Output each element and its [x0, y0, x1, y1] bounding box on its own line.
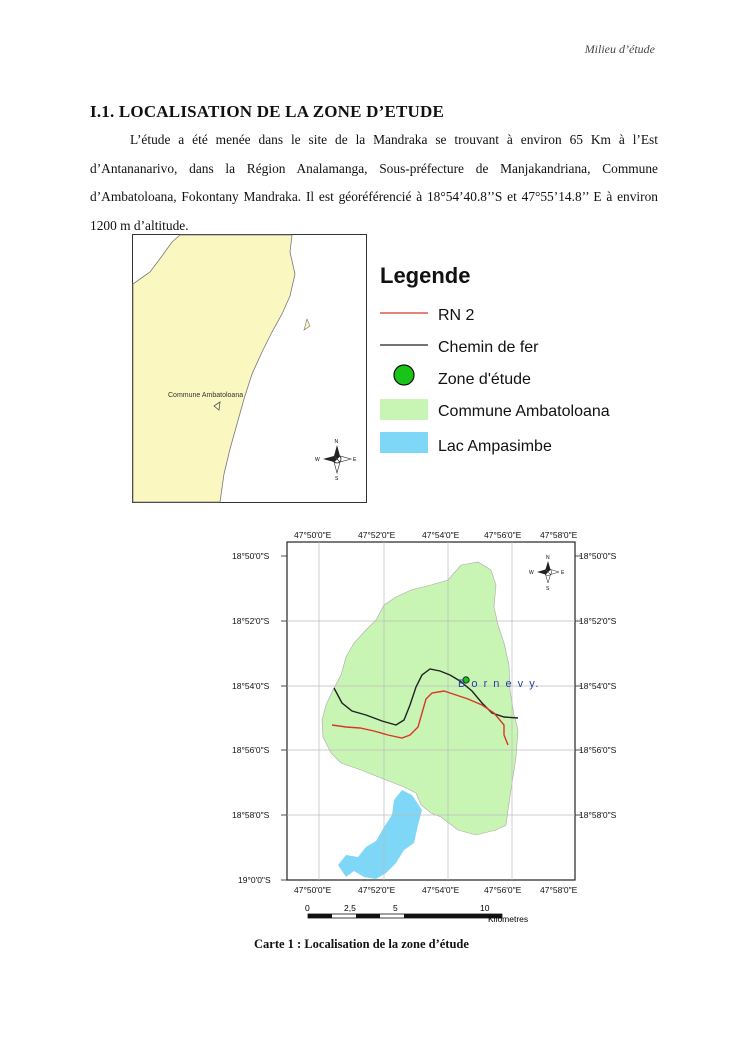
legend-item-study-zone — [394, 365, 531, 388]
inset-compass-n: N — [334, 439, 339, 445]
lat-label-right: 18°50'0"S — [579, 551, 617, 561]
legend-label-study-zone: Zone d'étude — [438, 371, 531, 388]
borne-vy-label: B o r n e v y. — [458, 678, 540, 690]
detail-compass-n: N — [546, 555, 550, 561]
legend-title: Legende — [380, 263, 471, 288]
scale-tick: 2,5 — [344, 903, 356, 913]
lat-label-left: 19°0'0"S — [238, 875, 271, 885]
lat-label-right: 18°52'0"S — [579, 616, 617, 626]
scale-tick: 0 — [305, 903, 310, 913]
lat-label-left: 18°50'0"S — [232, 551, 270, 561]
legend-label-railway: Chemin de fer — [438, 339, 539, 356]
running-header: Milieu d’étude — [584, 42, 655, 56]
lon-label-top: 47°50'0"E — [294, 530, 332, 540]
detail-compass-w: W — [529, 570, 534, 576]
lon-label-top: 47°54'0"E — [422, 530, 460, 540]
lake-symbol-icon — [380, 432, 428, 453]
detail-compass-e: E — [561, 570, 565, 576]
lat-label-left: 18°54'0"S — [232, 681, 270, 691]
inset-map-and-legend — [132, 234, 632, 504]
bottom-lon-labels — [294, 885, 578, 895]
left-lat-labels — [232, 551, 271, 885]
lat-label-right: 18°54'0"S — [579, 681, 617, 691]
inset-compass-s: S — [335, 476, 339, 482]
scale-bar — [305, 903, 528, 924]
lon-label-bottom: 47°58'0"E — [540, 885, 578, 895]
detail-map-figure — [226, 525, 646, 930]
inset-compass-w: W — [315, 457, 320, 463]
section-title: I.1. LOCALISATION DE LA ZONE D’ETUDE — [90, 102, 445, 121]
lat-label-right: 18°58'0"S — [579, 810, 617, 820]
legend-label-commune: Commune Ambatoloana — [438, 403, 610, 420]
scale-unit: Kilometres — [488, 914, 529, 924]
body-paragraph: L’étude a été menée dans le site de la Mandraka se trouvant à environ 65 Km à l’Est d’Antananarivo, dans la Région Analamanga, Sous-préfecture de Manjakandriana, Commune d’Ambatoloana, Fokontany Mandraka. Il est géoréférencié à 18°54’40.8’’S et 47°55’14.8’’ E à environ 1200 m d’altitude. — [90, 132, 658, 233]
lat-label-left: 18°58'0"S — [232, 810, 270, 820]
scale-tick: 10 — [480, 903, 490, 913]
lon-label-bottom: 47°56'0"E — [484, 885, 522, 895]
detail-map — [226, 525, 646, 930]
inset-compass-e: E — [353, 457, 357, 463]
legend-label-rn2: RN 2 — [438, 307, 475, 324]
detail-compass-s: S — [546, 586, 550, 592]
commune-symbol-icon — [380, 399, 428, 420]
lat-label-right: 18°56'0"S — [579, 745, 617, 755]
lon-label-top: 47°56'0"E — [484, 530, 522, 540]
lat-label-left: 18°56'0"S — [232, 745, 270, 755]
legend-item-rn2 — [380, 307, 475, 324]
top-lon-labels — [294, 530, 578, 540]
lon-label-bottom: 47°54'0"E — [422, 885, 460, 895]
lon-label-bottom: 47°50'0"E — [294, 885, 332, 895]
figure-caption: Carte 1 : Localisation de la zone d’étude — [254, 937, 469, 951]
lon-label-top: 47°58'0"E — [540, 530, 578, 540]
inset-map-figure — [132, 234, 632, 504]
lon-label-top: 47°52'0"E — [358, 530, 396, 540]
legend-item-railway — [380, 339, 539, 356]
lat-label-left: 18°52'0"S — [232, 616, 270, 626]
legend-item-commune — [380, 399, 610, 420]
scale-tick: 5 — [393, 903, 398, 913]
legend-label-lake: Lac Ampasimbe — [438, 438, 552, 455]
lon-label-bottom: 47°52'0"E — [358, 885, 396, 895]
study-zone-symbol-icon — [394, 365, 414, 385]
inset-place-label: Commune Ambatoloana — [168, 392, 244, 399]
right-lat-labels — [579, 551, 617, 820]
legend-item-lake — [380, 432, 552, 455]
